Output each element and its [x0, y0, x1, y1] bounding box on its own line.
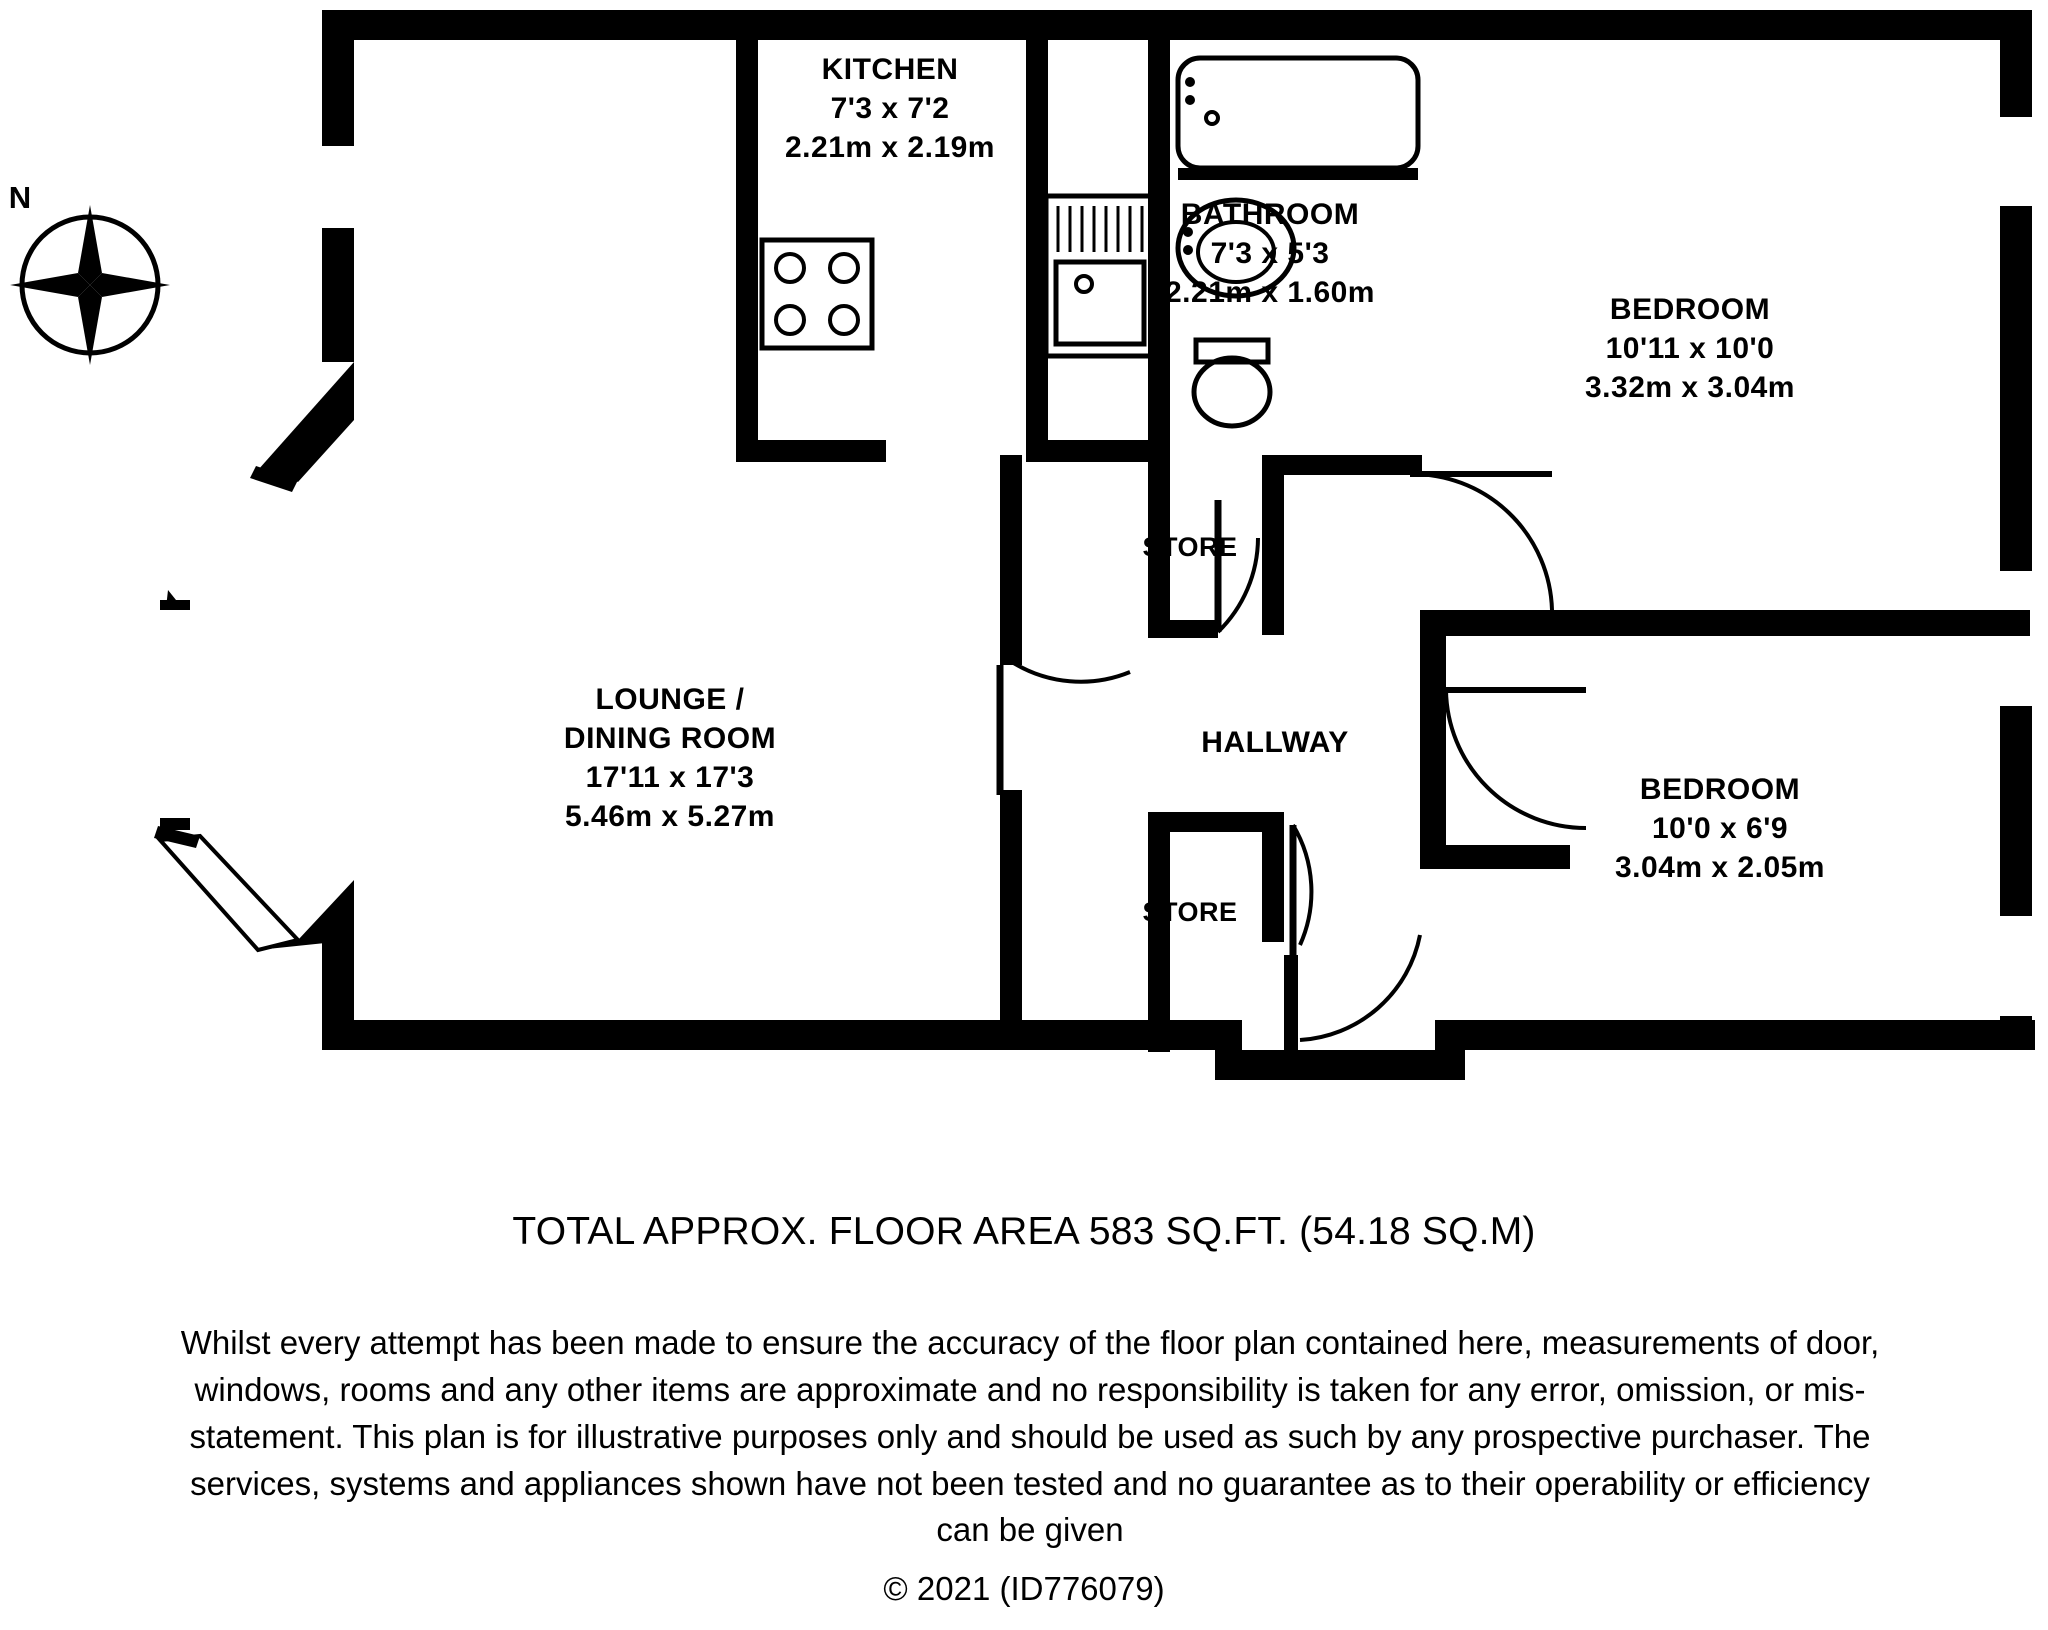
window-right-3-edge-a	[2000, 911, 2032, 916]
lounge-door-swing	[1012, 662, 1130, 682]
wall-store2-stub	[1284, 955, 1298, 1055]
room-dim-imperial: 10'0 x 6'9	[1651, 812, 1789, 845]
window-left-1-open	[322, 145, 354, 230]
room-name: KITCHEN	[821, 53, 959, 86]
room-name: BEDROOM	[1639, 773, 1801, 806]
wall-store1-bottom	[1148, 620, 1218, 638]
room-dim-metric: 3.32m x 3.04m	[1585, 371, 1795, 404]
wall-lounge-hall-lower	[1000, 790, 1022, 1050]
room-name-line2: DINING ROOM	[563, 722, 777, 755]
room-name: HALLWAY	[1201, 726, 1349, 759]
window-left-1-edge-top	[322, 141, 354, 146]
room-label-hallway	[1135, 723, 1415, 762]
wall-bay-upper	[258, 362, 354, 482]
wall-right-1	[2000, 10, 2032, 115]
room-name: BEDROOM	[1609, 293, 1771, 326]
wall-hall-bed1	[1420, 610, 1750, 636]
bathtub-icon	[1178, 58, 1418, 180]
room-label-store-1	[1080, 530, 1300, 565]
wall-right-2	[2000, 210, 2032, 570]
room-dim-metric: 5.46m x 5.27m	[565, 800, 775, 833]
room-label-bathroom	[1090, 195, 1450, 312]
wall-top	[322, 10, 2030, 40]
wall-bottom-step-h	[1215, 1050, 1465, 1080]
bedroom1-door-swing	[1410, 474, 1552, 610]
wall-right-4	[2000, 1016, 2032, 1050]
room-dim-metric: 3.04m x 2.05m	[1615, 851, 1825, 884]
room-dim-imperial: 17'11 x 17'3	[585, 761, 755, 794]
wall-bed1-door-frame	[1262, 455, 1422, 475]
window-right-2-edge-a	[2000, 566, 2032, 571]
window-right-1-open	[2000, 115, 2032, 210]
room-dim-metric: 2.21m x 1.60m	[1165, 276, 1375, 309]
room-dim-metric: 2.21m x 2.19m	[785, 131, 995, 164]
bay-window-upper-open	[168, 470, 298, 610]
toilet-icon	[1194, 340, 1270, 426]
room-dim-imperial: 7'3 x 5'3	[1210, 237, 1330, 270]
room-name: STORE	[1142, 897, 1238, 927]
wall-hall-right-lower	[1420, 680, 1446, 860]
wall-lounge-hall-upper	[1000, 455, 1022, 665]
window-right-1-edge-a	[2000, 112, 2032, 117]
bay-window-lower-open	[160, 830, 298, 950]
wall-hall-bed1-b	[1750, 610, 2030, 636]
room-name: STORE	[1142, 532, 1238, 562]
room-label-bedroom-1	[1480, 290, 1900, 407]
room-name: BATHROOM	[1180, 198, 1360, 231]
wall-kitchen-bottom	[736, 440, 886, 462]
wall-left-upper	[322, 10, 354, 145]
wall-bottom-right	[1435, 1020, 2035, 1050]
room-dim-imperial: 10'11 x 10'0	[1605, 332, 1775, 365]
room-label-bedroom-2	[1510, 770, 1930, 887]
door-left-open	[160, 610, 190, 820]
disclaimer-text: Whilst every attempt has been made to ensure the accuracy of the floor plan contained here, measurements of door, windows, rooms and any other items are approximate and no responsibility is taken for any error, omission, or mis-statement. This plan is for illustrative purposes only and should be used as such by any prospective purchaser. The services, systems and appliances shown have not been tested and no guarantee as to their operability or efficiency can be given	[180, 1324, 1880, 1549]
entry-door-swing	[1300, 935, 1420, 1040]
wall-left-mid	[322, 232, 354, 362]
room-name-line1: LOUNGE /	[595, 683, 745, 716]
wall-store2-left	[1148, 812, 1170, 1052]
wall-left-door-top	[160, 600, 190, 610]
window-right-2-open	[2000, 570, 2032, 710]
compass-rose-icon	[10, 205, 170, 365]
window-right-3-open	[2000, 915, 2032, 1020]
room-label-store-2	[1080, 895, 1300, 930]
wall-bottom-left	[322, 1020, 1242, 1050]
total-floor-area-text: TOTAL APPROX. FLOOR AREA 583 SQ.FT. (54.18 SQ.M)	[512, 1210, 1536, 1253]
hob-cooker-icon	[762, 240, 872, 348]
compass-north-label: N	[8, 180, 32, 215]
copyright-text: © 2021 (ID776079)	[883, 1570, 1165, 1607]
room-dim-imperial: 7'3 x 7'2	[830, 92, 950, 125]
room-label-kitchen	[730, 50, 1050, 167]
wall-store2-top	[1148, 812, 1284, 832]
wall-bath-bottom-left	[1026, 440, 1156, 462]
wall-right-3	[2000, 710, 2032, 915]
room-label-lounge-dining	[440, 680, 900, 836]
